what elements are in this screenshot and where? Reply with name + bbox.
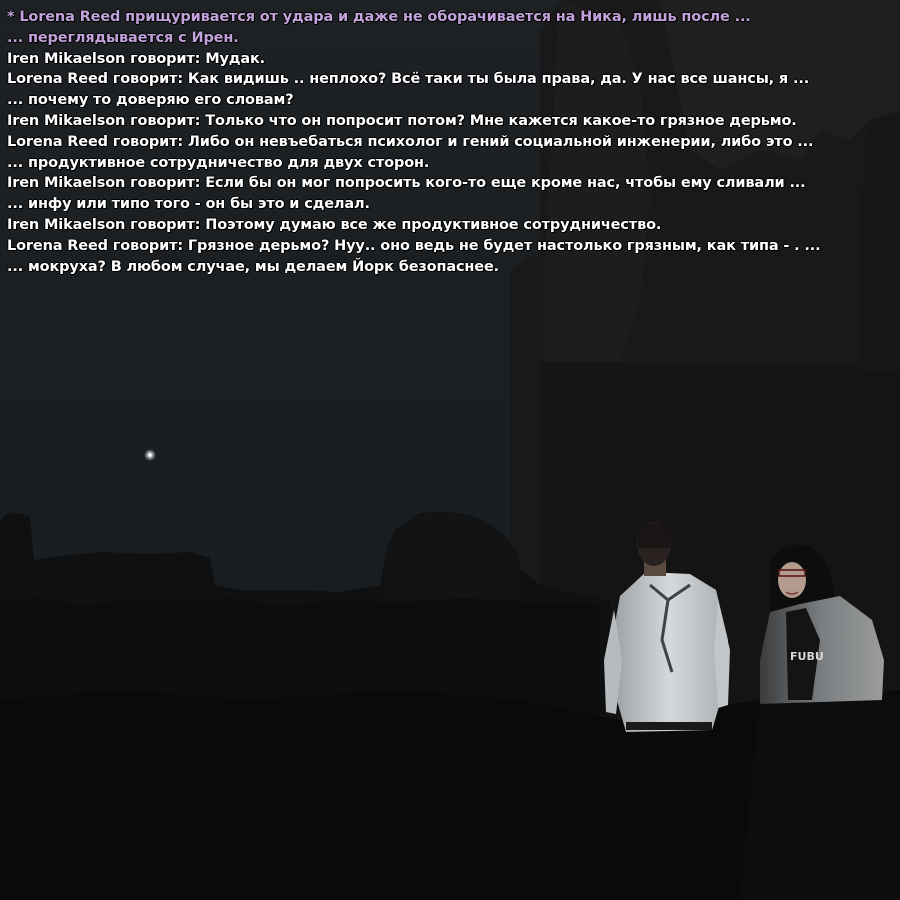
chat-say-line: ... продуктивное сотрудничество для двух сторон. [7, 154, 430, 171]
chat-say-line: Iren Mikaelson говорит: Мудак. [7, 50, 266, 67]
chat-say-line: Iren Mikaelson говорит: Только что он попросит потом? Мне кажется какое-то грязное дерьмо. [7, 112, 797, 129]
chat-log [7, 7, 887, 277]
chat-action-line: ... переглядывается с Ирен. [7, 29, 239, 46]
chat-action-line: * Lorena Reed прищуривается от удара и даже не оборачивается на Ника, лишь после ... [7, 9, 751, 25]
chat-say-line: Lorena Reed говорит: Грязное дерьмо? Нуу.. оно ведь не будет настолько грязным, как типа - . ... [7, 237, 821, 254]
chat-say-line: ... почему то доверяю его словам? [7, 92, 294, 109]
chat-say-line: ... мокруха? В любом случае, мы делаем Йорк безопаснее. [7, 258, 500, 275]
svg-text:FUBU: FUBU [790, 650, 824, 663]
chat-say-line: ... инфу или типо того - он бы это и сделал. [7, 196, 370, 213]
chat-say-line: Lorena Reed говорит: Как видишь .. неплохо? Всё таки ты была права, да. У нас все шансы, я ... [7, 71, 810, 88]
foreground-ground [0, 683, 900, 900]
chat-say-line: Iren Mikaelson говорит: Если бы он мог попросить кого-то еще кроме нас, чтобы ему сливали ... [7, 175, 806, 192]
chat-say-line: Iren Mikaelson говорит: Поэтому думаю все же продуктивное сотрудничество. [7, 216, 662, 233]
chat-say-line: Lorena Reed говорит: Либо он невъебаться психолог и гений социальной инженерии, либо это ... [7, 133, 814, 150]
